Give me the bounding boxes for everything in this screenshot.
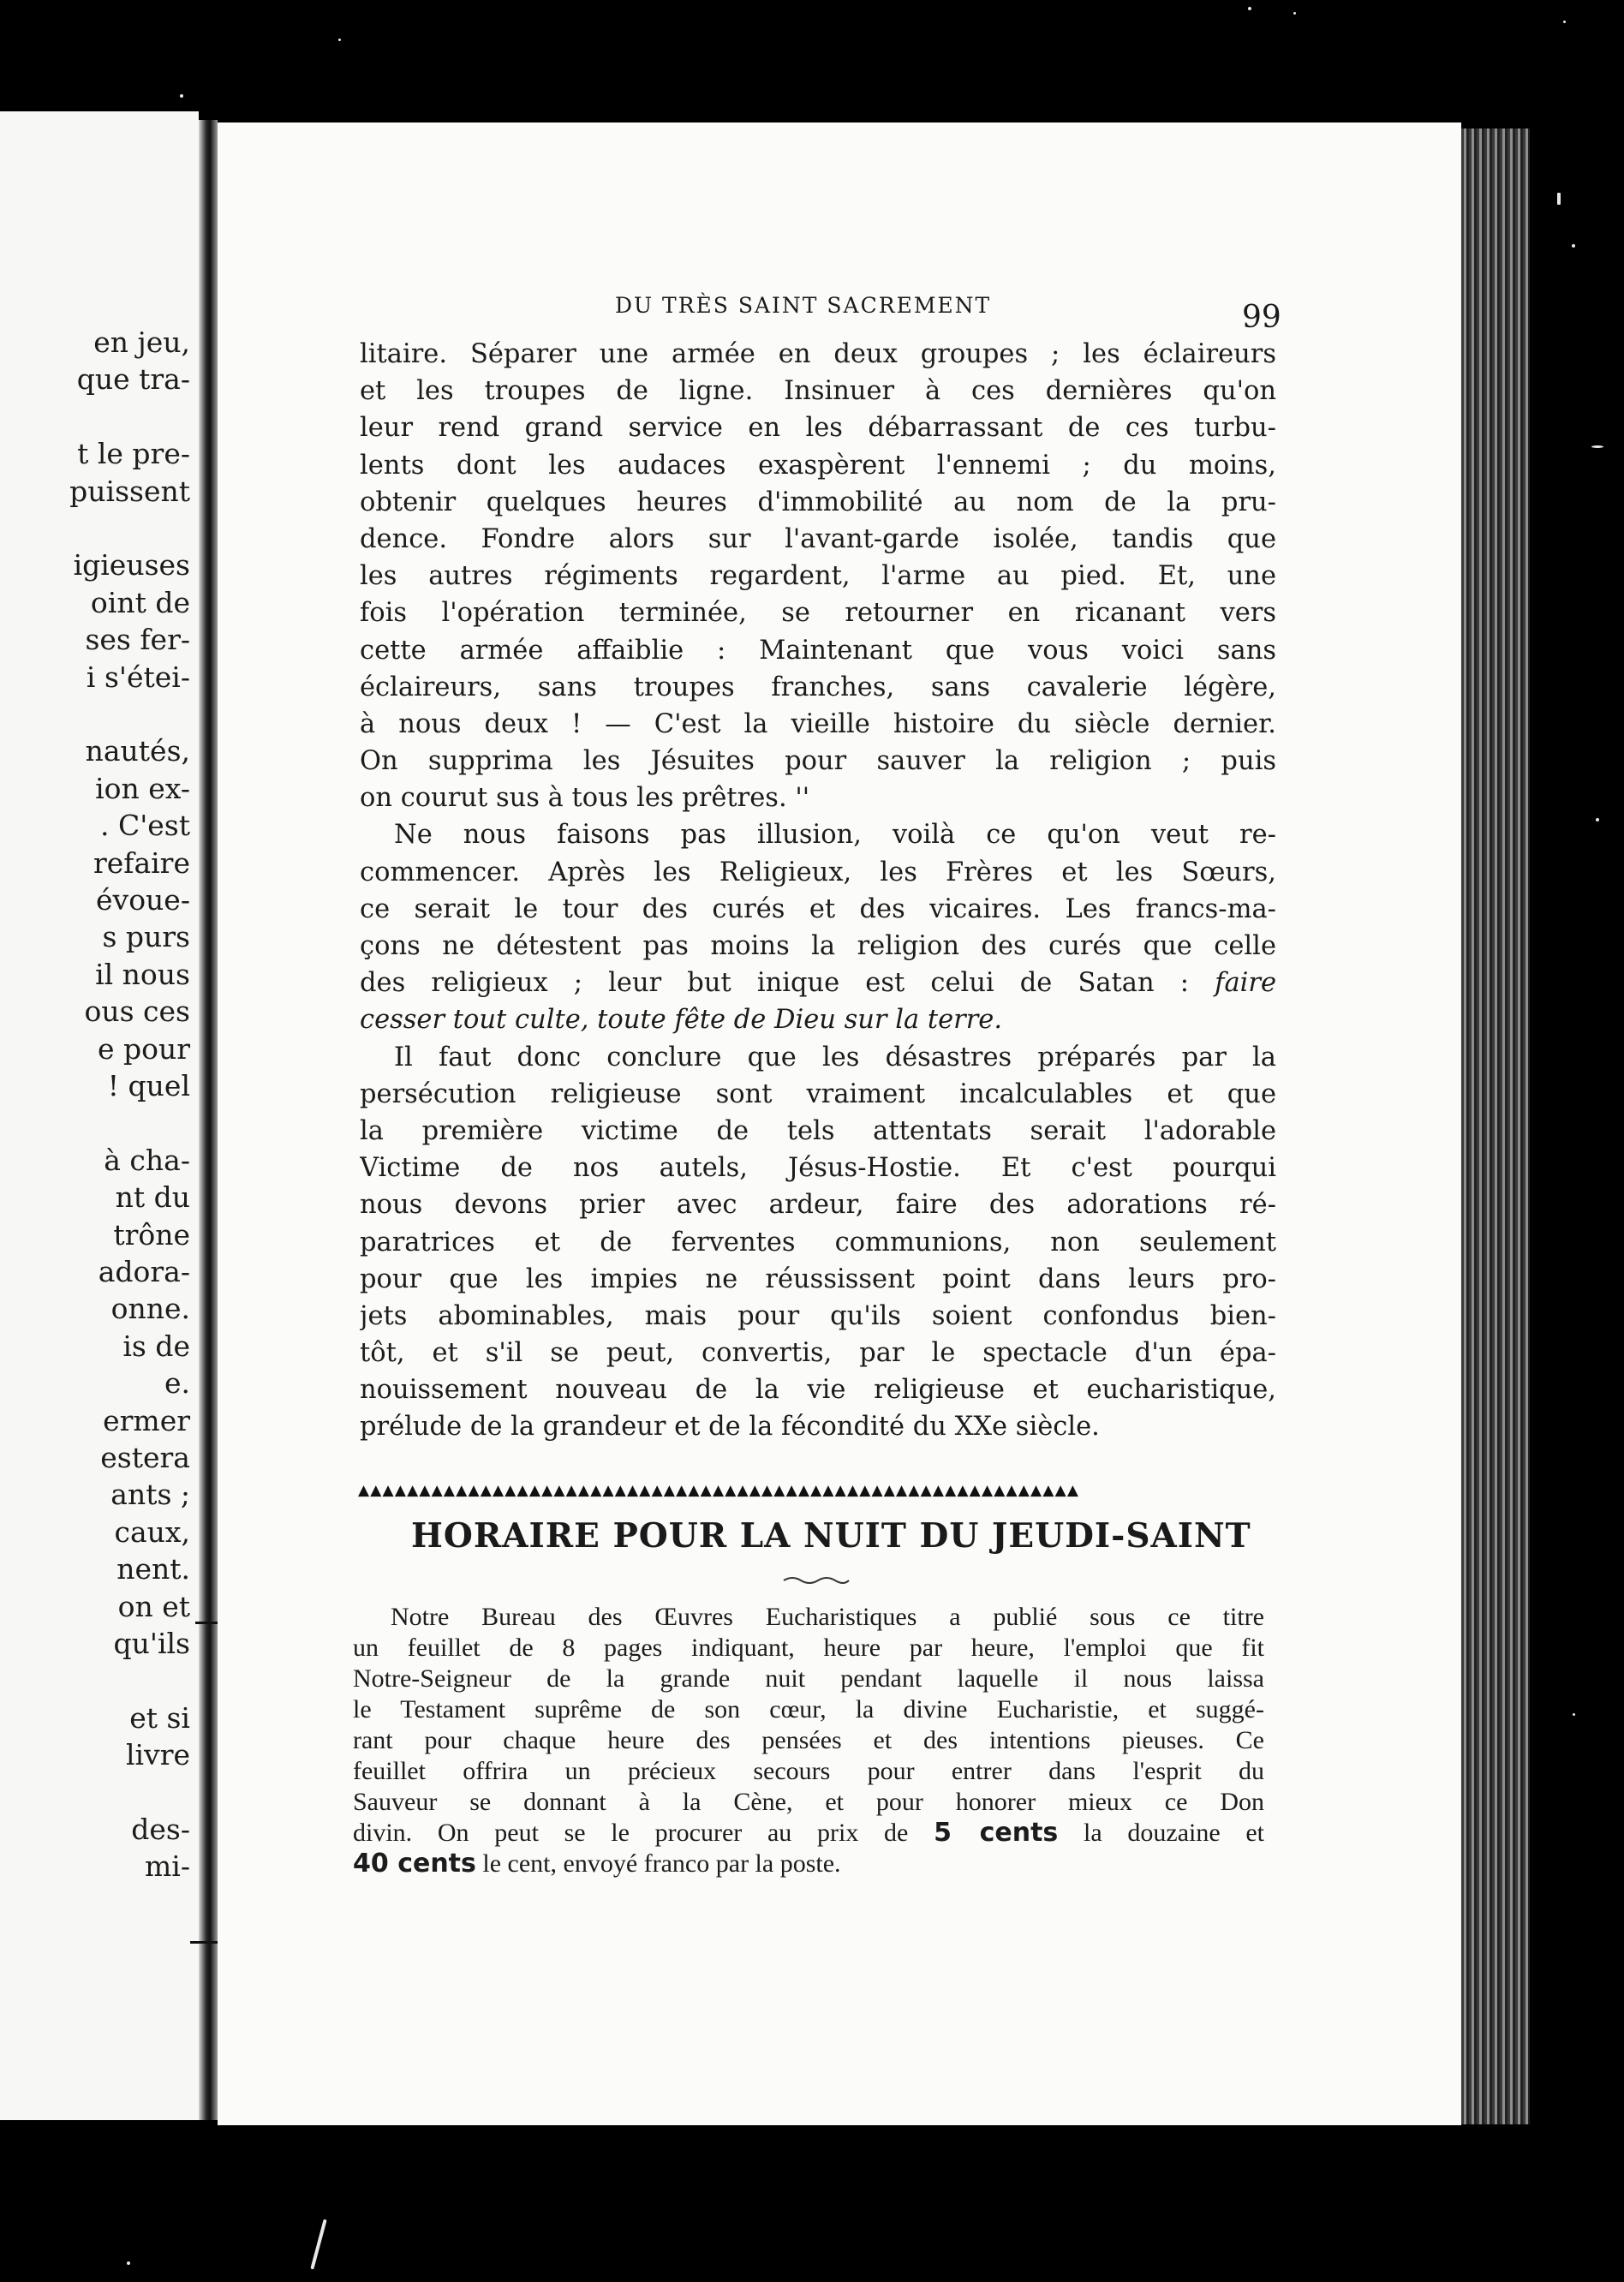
left-page-line: évoue- bbox=[96, 883, 190, 917]
left-page-line: et si bbox=[129, 1700, 190, 1735]
body-text-roman: Ne nous faisons pas illusion, voilà ce qu'on veut re- bbox=[394, 820, 1276, 851]
dust-speck bbox=[338, 39, 341, 41]
notice-text-segment: Sauveur se donnant à la Cène, et pour honorer mieux ce Don bbox=[353, 1788, 1264, 1816]
notice-line bbox=[353, 1725, 1264, 1756]
body-text-roman: leur rend grand service en les débarrassant de ces turbu- bbox=[360, 413, 1276, 444]
body-text-line bbox=[360, 891, 1276, 928]
left-page-line: ermer bbox=[103, 1403, 190, 1437]
body-text-roman: paratrices et de ferventes communions, non seulement bbox=[360, 1227, 1276, 1257]
left-page-line: qu'ils bbox=[113, 1627, 190, 1660]
left-page-line: igieuses bbox=[73, 548, 190, 582]
notice-line bbox=[353, 1664, 1264, 1694]
body-text-line bbox=[360, 409, 1276, 446]
body-text-roman: fois l'opération terminée, se retourner en ricanant vers bbox=[360, 598, 1276, 629]
notice-line bbox=[353, 1787, 1264, 1818]
left-page-line: livre bbox=[125, 1738, 190, 1772]
body-text-line bbox=[360, 1335, 1276, 1371]
left-page-line: des- bbox=[131, 1813, 190, 1846]
ornament-rule: ▲▲▲▲▲▲▲▲▲▲▲▲▲▲▲▲▲▲▲▲▲▲▲▲▲▲▲▲▲▲▲▲▲▲▲▲▲▲▲▲▲▲▲▲▲▲▲▲▲▲▲▲▲▲▲▲▲▲▲ bbox=[358, 1482, 1080, 1499]
body-text-line bbox=[360, 632, 1276, 669]
body-text-line bbox=[360, 1150, 1276, 1186]
body-text-roman: on courut sus à tous les prêtres. '' bbox=[360, 783, 810, 814]
body-text-line bbox=[360, 1371, 1276, 1408]
body-text-line bbox=[360, 1039, 1276, 1076]
dust-speck bbox=[1293, 12, 1296, 15]
left-page-line: puissent bbox=[69, 474, 190, 508]
left-page-line: on et bbox=[117, 1589, 190, 1623]
notice-text-segment: rant pour chaque heure des pensées et des intentions pieuses. Ce bbox=[353, 1726, 1264, 1754]
notice-line bbox=[353, 1849, 1264, 1879]
left-page-line: nautés, bbox=[85, 734, 190, 768]
left-page-line: refaire bbox=[93, 845, 190, 880]
page-number: 99 bbox=[1242, 300, 1281, 335]
left-page-line: ion ex- bbox=[95, 771, 190, 805]
dust-speck bbox=[127, 2261, 130, 2265]
body-text-roman: ce serait le tour des curés et des vicaires. Les francs-ma- bbox=[360, 893, 1276, 924]
body-text-line bbox=[360, 928, 1276, 965]
left-page-line: adora- bbox=[98, 1255, 190, 1288]
notice-text-segment: le cent, envoyé franco par la poste. bbox=[482, 1849, 841, 1878]
body-text-roman: les autres régiments regardent, l'arme au pied. Et, une bbox=[360, 561, 1276, 592]
body-text-line bbox=[360, 1001, 1276, 1038]
body-text-line bbox=[360, 780, 1276, 816]
notice-line bbox=[353, 1602, 1264, 1633]
left-page-line: . C'est bbox=[99, 809, 190, 843]
running-head: DU TRÈS SAINT SACREMENT bbox=[615, 293, 992, 318]
notice-text-segment: un feuillet de 8 pages indiquant, heure par heure, l'emploi que fit bbox=[353, 1634, 1264, 1662]
body-text-line bbox=[360, 1224, 1276, 1261]
body-text-line bbox=[360, 816, 1276, 853]
body-text-roman: lents dont les audaces exaspèrent l'ennemi ; du moins, bbox=[360, 450, 1276, 481]
price: 5 cents bbox=[934, 1818, 1059, 1848]
body-text-line bbox=[360, 1186, 1276, 1223]
dust-speck bbox=[1563, 21, 1566, 23]
dust-speck bbox=[1573, 1713, 1575, 1716]
body-text-roman: prélude de la grandeur et de la fécondité du XXe siècle. bbox=[360, 1412, 1100, 1443]
body-text-roman: cette armée affaiblie : Maintenant que vous voici sans bbox=[360, 635, 1276, 666]
body-text-line bbox=[360, 484, 1276, 521]
heading-flourish bbox=[782, 1574, 851, 1586]
body-text-roman: commencer. Après les Religieux, les Frères et les Sœurs, bbox=[360, 857, 1276, 887]
body-text-roman: la première victime de tels attentats serait l'adorable bbox=[360, 1115, 1276, 1146]
left-page-line: trône bbox=[113, 1217, 190, 1252]
notice-line bbox=[353, 1694, 1264, 1725]
page-edges bbox=[1461, 128, 1530, 2124]
left-page-line: mi- bbox=[145, 1849, 190, 1884]
left-page-line: ses fer- bbox=[85, 623, 190, 657]
body-text-italic: cesser tout culte, toute fête de Dieu sur la terre. bbox=[360, 1005, 1003, 1036]
left-page-line: en jeu, bbox=[93, 326, 190, 359]
left-page-line: nent. bbox=[116, 1552, 190, 1586]
left-page-line: i s'étei- bbox=[86, 660, 190, 694]
body-text-roman: Victime de nos autels, Jésus-Hostie. Et c'est pourqui bbox=[360, 1153, 1276, 1184]
left-page-line: e pour bbox=[97, 1031, 190, 1066]
notice-text-segment: divin. On peut se le procurer au prix de bbox=[353, 1819, 909, 1847]
body-text-roman: Il faut donc conclure que les désastres préparés par la bbox=[394, 1042, 1276, 1072]
body-text-roman: jets abominables, mais pour qu'ils soient confondus bien- bbox=[360, 1300, 1276, 1331]
body-text-line bbox=[360, 854, 1276, 891]
left-page-line: onne. bbox=[110, 1292, 190, 1326]
body-text-line bbox=[360, 706, 1276, 743]
section-heading: HORAIRE POUR LA NUIT DU JEUDI-SAINT bbox=[411, 1516, 1251, 1556]
left-page-line: que tra- bbox=[76, 362, 190, 397]
body-text-roman: des religieux ; leur but inique est celui de Satan : bbox=[360, 968, 1190, 999]
left-page-line: ous ces bbox=[84, 995, 190, 1029]
left-page-line: estera bbox=[100, 1441, 190, 1474]
notice-text-segment: la douzaine et bbox=[1084, 1819, 1264, 1847]
body-text-line bbox=[360, 594, 1276, 631]
body-text-line bbox=[360, 669, 1276, 706]
book-gutter bbox=[199, 120, 218, 2120]
body-text-roman: éclaireurs, sans troupes franches, sans cavalerie légère, bbox=[360, 672, 1276, 702]
body-text-roman: obtenir quelques heures d'immobilité au nom de la pru- bbox=[360, 487, 1276, 517]
body-text-roman: litaire. Séparer une armée en deux groupes ; les éclaireurs bbox=[360, 339, 1276, 369]
body-text-line bbox=[360, 1408, 1276, 1445]
left-page-line: à cha- bbox=[104, 1143, 190, 1177]
left-page-line: caux, bbox=[114, 1514, 190, 1549]
notice-line bbox=[353, 1756, 1264, 1787]
body-text-roman: à nous deux ! — C'est la vieille histoire du siècle dernier. bbox=[360, 708, 1276, 739]
notice-text-segment: Notre Bureau des Œuvres Eucharistiques a publié sous ce titre bbox=[391, 1603, 1264, 1631]
notice-text-segment: le Testament suprême de son cœur, la divine Eucharistie, et suggé- bbox=[353, 1695, 1264, 1723]
dust-speck bbox=[1557, 193, 1561, 205]
body-text-roman: çons ne détestent pas moins la religion des curés que celle bbox=[360, 931, 1276, 961]
left-page-line: s purs bbox=[102, 920, 190, 954]
dust-speck bbox=[1596, 818, 1599, 821]
body-text-line bbox=[360, 1261, 1276, 1298]
notice-text-segment: feuillet offrira un précieux secours pour entrer dans l'esprit du bbox=[353, 1757, 1264, 1785]
left-page-line: is de bbox=[122, 1329, 190, 1363]
left-page-line: oint de bbox=[90, 585, 190, 619]
body-text-roman: nouissement nouveau de la vie religieuse et eucharistique, bbox=[360, 1375, 1276, 1406]
body-text-line bbox=[360, 373, 1276, 409]
body-text-line bbox=[360, 521, 1276, 558]
left-page-line: ! quel bbox=[107, 1069, 190, 1102]
notice-text bbox=[353, 1602, 1264, 1879]
left-page-line: il nous bbox=[95, 957, 190, 991]
left-page bbox=[0, 111, 199, 2120]
body-text-roman: pour que les impies ne réussissent point dans leurs pro- bbox=[360, 1263, 1276, 1294]
left-page-line: t le pre- bbox=[77, 437, 190, 471]
body-text-roman: On supprima les Jésuites pour sauver la religion ; puis bbox=[360, 746, 1276, 777]
dust-speck bbox=[1248, 7, 1251, 10]
notice-line bbox=[353, 1818, 1264, 1849]
body-text-roman: nous devons prier avec ardeur, faire des adorations ré- bbox=[360, 1190, 1276, 1221]
dust-speck bbox=[1572, 244, 1575, 248]
notice-line bbox=[353, 1633, 1264, 1664]
body-text-line bbox=[360, 1076, 1276, 1113]
body-text bbox=[360, 336, 1276, 1446]
left-page-line: nt du bbox=[115, 1180, 190, 1215]
body-text-line bbox=[360, 558, 1276, 594]
body-text-roman: dence. Fondre alors sur l'avant-garde isolée, tandis que bbox=[360, 523, 1276, 554]
dust-speck bbox=[1591, 445, 1603, 448]
body-text-line bbox=[360, 743, 1276, 780]
body-text-line bbox=[360, 447, 1276, 484]
body-text-roman: et les troupes de ligne. Insinuer à ces dernières qu'on bbox=[360, 376, 1276, 407]
left-page-line: ants ; bbox=[110, 1478, 190, 1512]
body-text-italic: faire bbox=[1215, 968, 1276, 999]
body-text-roman: tôt, et s'il se peut, convertis, par le spectacle d'un épa- bbox=[360, 1338, 1276, 1369]
body-text-line bbox=[360, 1298, 1276, 1335]
notice-text-segment: Notre-Seigneur de la grande nuit pendant laquelle il nous laissa bbox=[353, 1664, 1264, 1693]
price: 40 cents bbox=[353, 1849, 476, 1879]
body-text-line bbox=[360, 336, 1276, 373]
body-text-roman: persécution religieuse sont vraiment incalculables et que bbox=[360, 1078, 1276, 1109]
dust-speck bbox=[310, 2219, 326, 2270]
body-text-line bbox=[360, 1113, 1276, 1150]
dust-speck bbox=[180, 94, 183, 98]
body-text-line bbox=[360, 965, 1276, 1001]
left-page-line: e. bbox=[164, 1366, 190, 1401]
